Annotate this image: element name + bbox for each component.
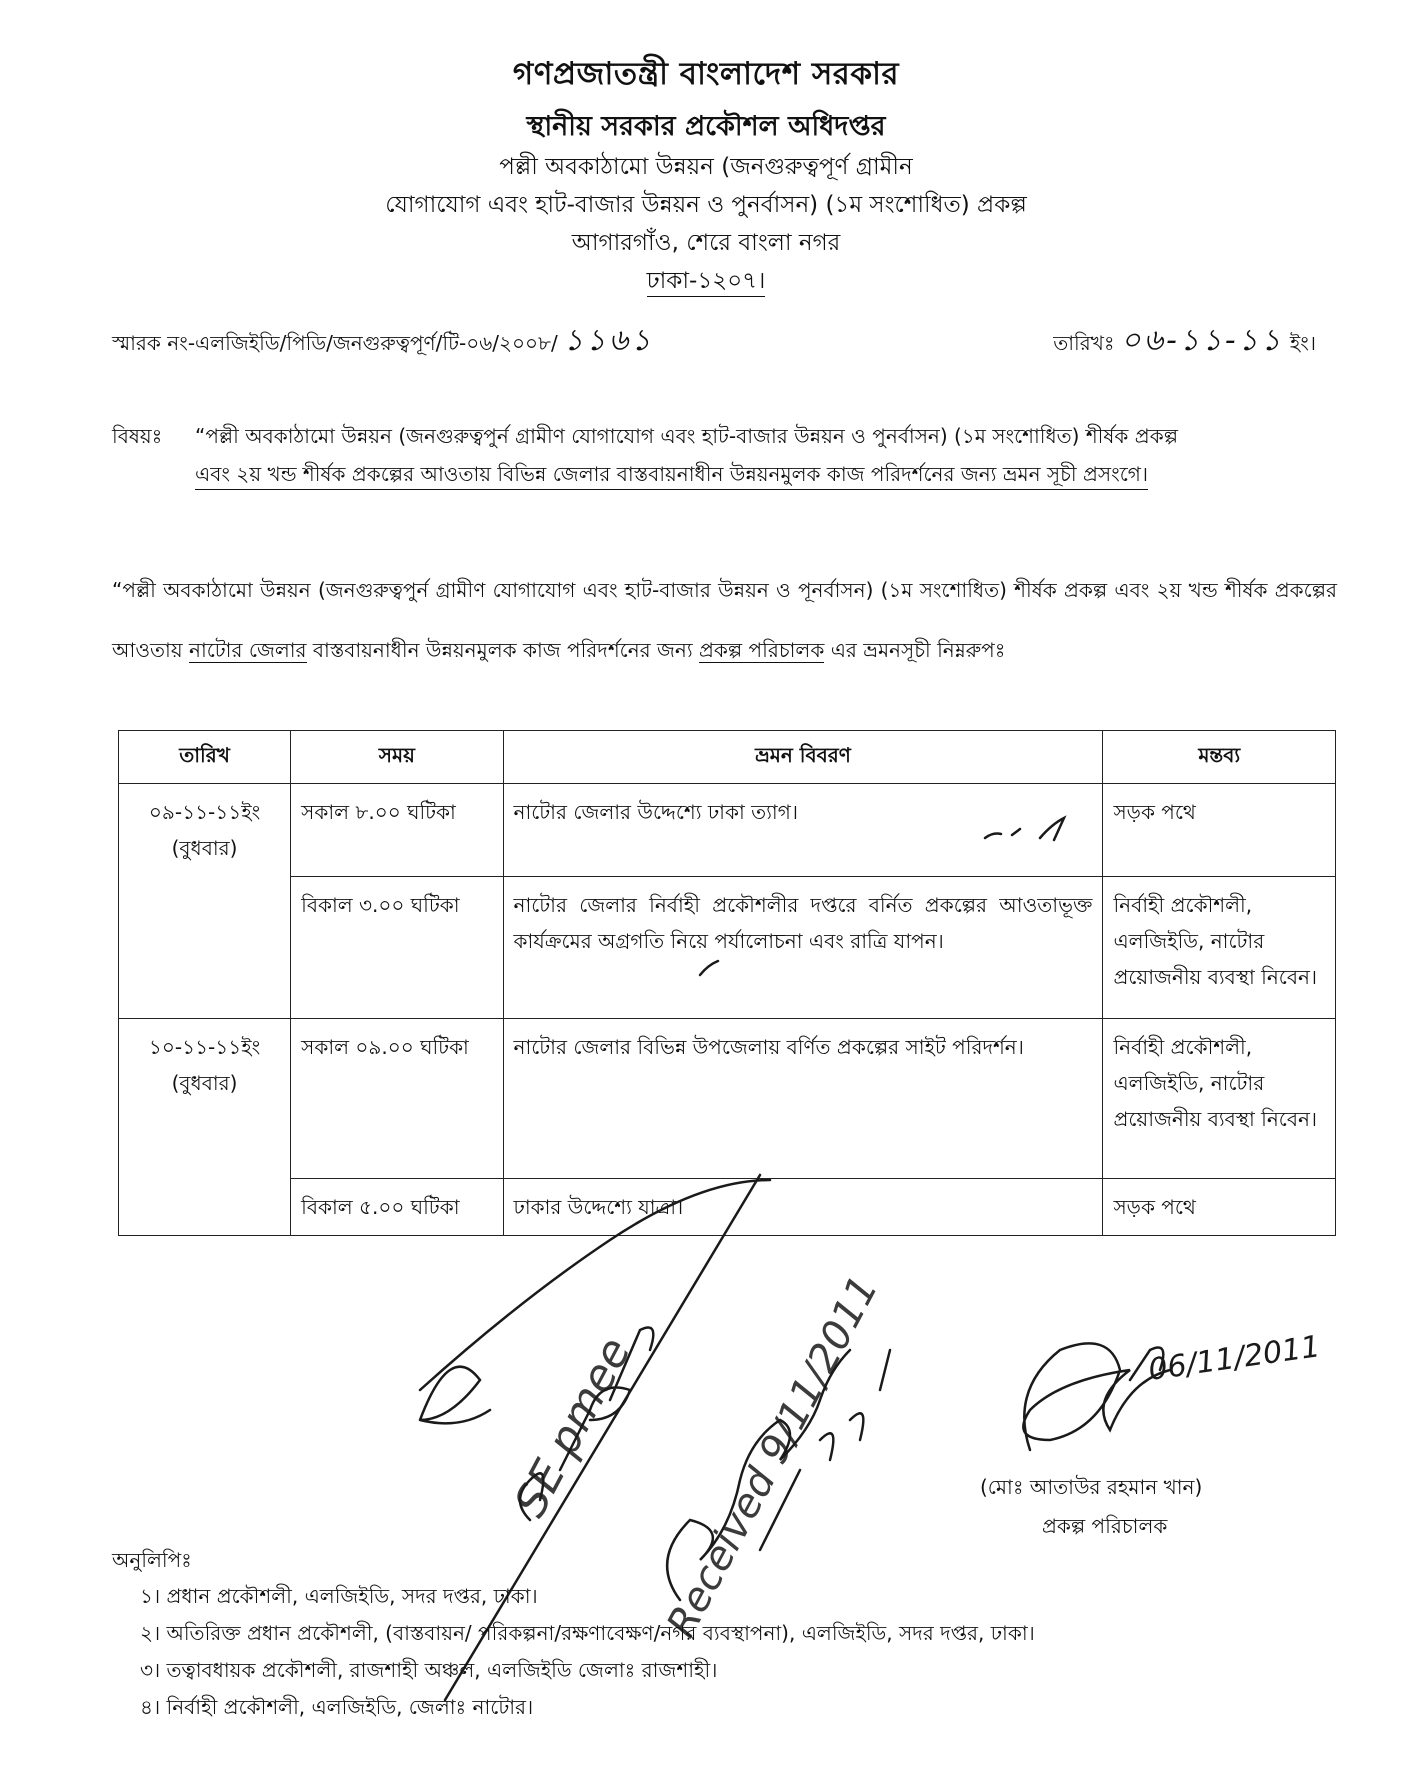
director-title: প্রকল্প পরিচালক: [698, 638, 825, 662]
remarks-cell: সড়ক পথে: [1103, 784, 1336, 877]
subject-line1: “পল্লী অবকাঠামো উন্নয়ন (জনগুরুত্বপুর্ন গ্রামীণ যোগাযোগ এবং হাট-বাজার উন্নয়ন ও পুনর্বাসন) (১ম সংশোধিত) শীর্ষক প্রকল্প: [195, 424, 1178, 448]
reference-prefix: স্মারক নং-এলজিইডি/পিডি/জনগুরুত্বপূর্ণ/টি-০৬/২০০৮/: [112, 331, 558, 355]
annotation-received: Received 9/11/2011: [658, 1268, 888, 1645]
city-line: ঢাকা-১২০৭।: [0, 262, 1412, 301]
date-suffix: ইং।: [1289, 331, 1316, 355]
project-name-line1: পল্লী অবকাঠামো উন্নয়ন (জনগুরুত্বপূর্ণ গ্রামীন: [499, 154, 913, 180]
body-paragraph: “পল্লী অবকাঠামো উন্নয়ন (জনগুরুত্বপুর্ন গ্রামীণ যোগাযোগ এবং হাট-বাজার উন্নয়ন ও পূনর্বাসন) (১ম সংশোধিত) শীর্ষক প্রকল্প এবং ২য় খন্ড শীর্ষক প্রকল্পের আওতায় নাটোর জেলার বাস্তবায়নাধীন উন্নয়নমুলক কাজ পরিদর্শনের জন্য প্রকল্প পরিচালক এর ভ্রমনসূচী নিম্নরুপঃ: [112, 578, 1337, 662]
time-cell: বিকাল ৫.০০ ঘটিকা: [291, 1178, 503, 1235]
time-cell: বিকাল ৩.০০ ঘটিকা: [291, 876, 503, 1018]
details-cell: ঢাকার উদ্দেশ্যে যাত্রা।: [503, 1178, 1103, 1235]
list-item: ১। প্রধান প্রকৌশলী, এলজিইডি, সদর দপ্তর, ঢাকা।: [140, 1584, 538, 1608]
address-line: আগারগাঁও, শেরে বাংলা নগর: [571, 230, 841, 256]
date-label: তারিখঃ: [1053, 331, 1115, 355]
remarks-cell: নির্বাহী প্রকৌশলী, এলজিইডি, নাটোর প্রয়োজনীয় ব্যবস্থা নিবেন।: [1103, 876, 1336, 1018]
details-cell: নাটোর জেলার উদ্দেশ্যে ঢাকা ত্যাগ।: [503, 784, 1103, 877]
pen-mark: [985, 818, 1064, 840]
day2-date-cell: ১০-১১-১১ইং (বুধবার): [119, 1018, 291, 1178]
signature-date-text: 06/11/2011: [1146, 1329, 1323, 1388]
header-date: তারিখ: [119, 731, 291, 784]
remarks-cell: নির্বাহী প্রকৌশলী, এলজিইডি, নাটোর প্রয়োজনীয় ব্যবস্থা নিবেন।: [1103, 1018, 1336, 1178]
day1-date-cell: ০৯-১১-১১ইং (বুধবার): [119, 784, 291, 877]
header-details: ভ্রমন বিবরণ: [503, 731, 1103, 784]
header-remarks: মন্তব্য: [1103, 731, 1336, 784]
signatory-name: (মোঃ আতাউর রহমান খান): [980, 1475, 1203, 1499]
district-name: নাটোর জেলার: [189, 638, 307, 662]
department-title: স্থানীয় সরকার প্রকৌশল অধিদপ্তর: [526, 111, 886, 142]
details-cell: নাটোর জেলার বিভিন্ন উপজেলায় বর্ণিত প্রকল্পের সাইট পরিদর্শন।: [503, 1018, 1103, 1178]
signatory-title: প্রকল্প পরিচালক: [1042, 1514, 1168, 1538]
pen-mark: [700, 961, 718, 975]
copies-list: [140, 1578, 1035, 1726]
reference-number: ১১৬১: [563, 323, 654, 358]
header-time: সময়: [291, 731, 503, 784]
details-cell: নাটোর জেলার নির্বাহী প্রকৌশলীর দপ্তরে বর্নিত প্রকল্পের আওতাভূক্ত কার্যক্রমের অগ্রগতি নিয়ে পর্যালোচনা এবং রাত্রি যাপন।: [503, 876, 1103, 1018]
time-cell: সকাল ৮.০০ ঘটিকা: [291, 784, 503, 877]
copies-label: অনুলিপিঃ: [112, 1548, 192, 1572]
subject-line2: এবং ২য় খন্ড শীর্ষক প্রকল্পের আওতায় বিভিন্ন জেলার বাস্তবায়নাধীন উন্নয়নমুলক কাজ পরিদর্শনের জন্য ভ্রমন সূচী প্রসংগে।: [195, 460, 1335, 493]
remarks-cell: সড়ক পথে: [1103, 1178, 1336, 1235]
handwritten-initial: [420, 1367, 490, 1424]
subject-label: বিষয়ঃ: [112, 424, 163, 448]
project-name-line2: যোগাযোগ এবং হাট-বাজার উন্নয়ন ও পুনর্বাসন) (১ম সংশোধিত) প্রকল্প: [385, 192, 1027, 218]
annotation-se-pmee: SE pmee: [504, 1329, 642, 1526]
list-item: ৪। নির্বাহী প্রকৌশলী, এলজিইডি, জেলাঃ নাটোর।: [140, 1695, 534, 1719]
time-cell: সকাল ০৯.০০ ঘটিকা: [291, 1018, 503, 1178]
list-item: ৩। তত্বাবধায়ক প্রকৌশলী, রাজশাহী অঞ্চল, এলজিইডি জেলাঃ রাজশাহী।: [140, 1658, 718, 1682]
government-title: গণপ্রজাতন্ত্রী বাংলাদেশ সরকার: [512, 56, 900, 92]
date-value: ০৬-১১-১১: [1120, 323, 1284, 358]
list-item: ২। অতিরিক্ত প্রধান প্রকৌশলী, (বাস্তবায়ন/ পরিকল্পনা/রক্ষণাবেক্ষণ/নগর ব্যবস্থাপনা), এলজিইডি, সদর দপ্তর, ঢাকা।: [140, 1621, 1035, 1645]
